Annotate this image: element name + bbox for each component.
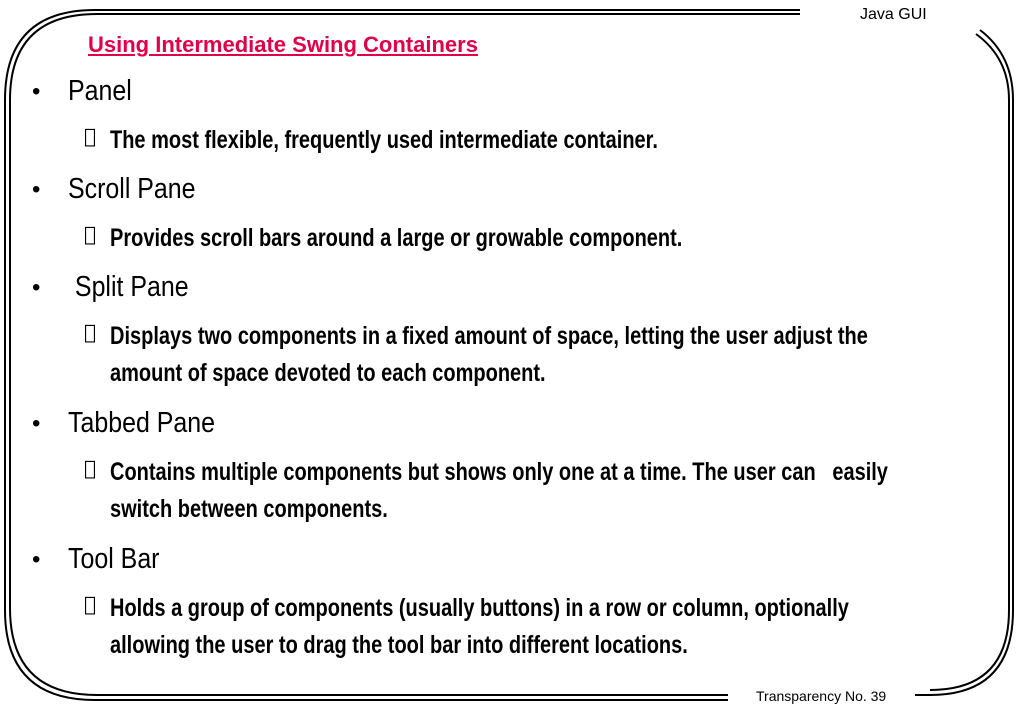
item-description: Provides scroll bars around a large or growable component. — [110, 224, 683, 252]
item-heading: Panel — [68, 75, 132, 107]
bullet-dot-icon: • — [32, 78, 41, 105]
item-heading: Scroll Pane — [68, 173, 196, 205]
footer-label: Transparency No. 39 — [752, 688, 890, 704]
item-heading: Tabbed Pane — [68, 407, 216, 439]
bullet-dot-icon: • — [32, 274, 41, 301]
header-label: Java GUI — [860, 6, 927, 23]
item-description: Displays two components in a fixed amount of space, letting the user adjust the amount of space devoted to each component. — [110, 322, 874, 387]
missing-glyph-icon — [84, 123, 96, 149]
item-heading: Tool Bar — [68, 543, 160, 575]
bullet-dot-icon: • — [32, 546, 41, 573]
missing-glyph-icon — [84, 591, 96, 617]
bullet-dot-icon: • — [32, 176, 41, 203]
missing-glyph-icon — [84, 319, 96, 345]
item-description: Contains multiple components but shows only one at a time. The user can easily switch between components. — [110, 458, 894, 523]
item-heading: Split Pane — [68, 271, 189, 303]
missing-glyph-icon — [84, 455, 96, 481]
missing-glyph-icon — [84, 221, 96, 247]
item-description: The most flexible, frequently used intermediate container. — [110, 126, 658, 154]
slide-title: Using Intermediate Swing Containers — [88, 32, 478, 57]
item-description: Holds a group of components (usually buttons) in a row or column, optionally allowing the user to drag the tool bar into different locations. — [110, 594, 855, 659]
bullet-dot-icon: • — [32, 410, 41, 437]
